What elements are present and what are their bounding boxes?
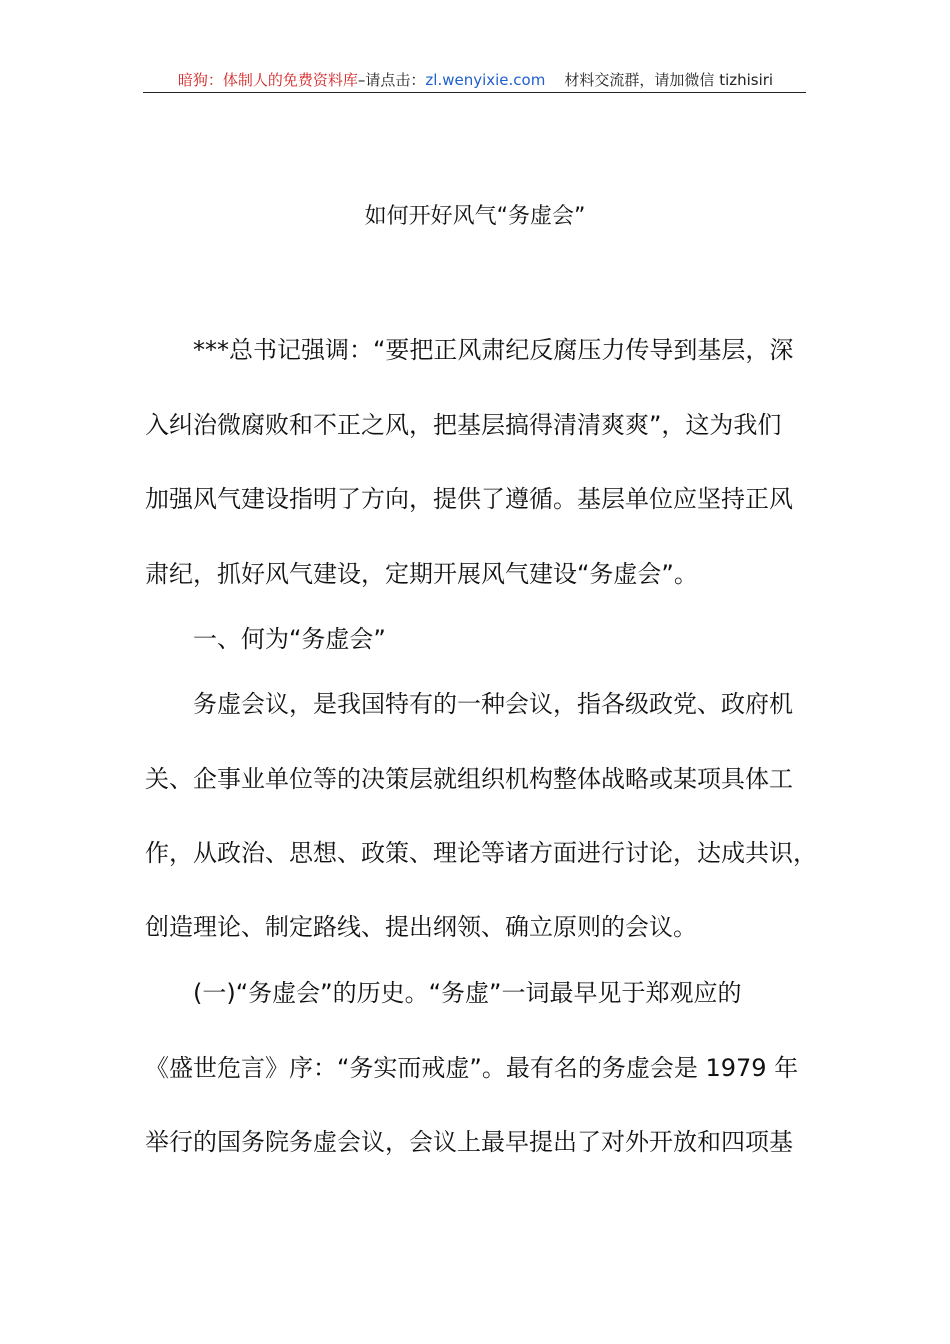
paragraph-line: 举行的国务院务虚会议，会议上最早提出了对外开放和四项基 xyxy=(145,1128,793,1156)
header-brand: 暗狗：体制人的免费资料库 xyxy=(177,71,358,89)
paragraph-line: 《盛世危言》序：“务实而戒虚”。最有名的务虚会是 1979 年 xyxy=(145,1054,799,1082)
page-header xyxy=(145,68,806,92)
header-divider xyxy=(143,92,806,93)
paragraph-line: 加强风气建设指明了方向，提供了遵循。基层单位应坚持正风 xyxy=(145,485,793,513)
paragraph-line: 作，从政治、思想、政策、理论等诸方面进行讨论，达成共识， xyxy=(145,839,817,867)
paragraph-line: ***总书记强调：“要把正风肃纪反腐压力传导到基层，深 xyxy=(193,336,794,364)
section-heading: 一、何为“务虚会” xyxy=(193,625,386,653)
paragraph-line: 入纠治微腐败和不正之风，把基层搞得清清爽爽”，这为我们 xyxy=(145,411,782,439)
paragraph-line: 肃纪，抓好风气建设，定期开展风气建设“务虚会”。 xyxy=(145,560,698,588)
header-url-link[interactable]: zl.wenyixie.com xyxy=(425,71,546,89)
paragraph-line: 务虚会议，是我国特有的一种会议，指各级政党、政府机 xyxy=(193,690,793,718)
paragraph-line: 关、企事业单位等的决策层就组织机构整体战略或某项具体工 xyxy=(145,765,793,793)
document-title: 如何开好风气“务虚会” xyxy=(364,204,586,229)
header-prompt: –请点击： xyxy=(357,71,426,89)
header-contact: 材料交流群，请加微信 tizhisiri xyxy=(564,71,774,89)
paragraph-line: 创造理论、制定路线、提出纲领、确立原则的会议。 xyxy=(145,913,697,941)
subsection-line: (一)“务虚会”的历史。“务虚”一词最早见于郑观应的 xyxy=(193,979,742,1007)
